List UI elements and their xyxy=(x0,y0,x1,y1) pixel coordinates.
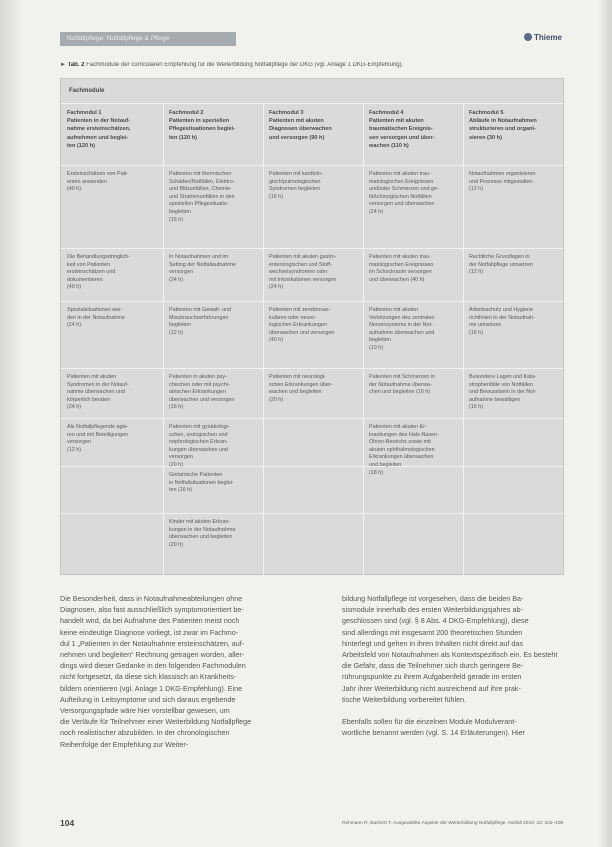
table-rule xyxy=(61,103,563,104)
cell-line: Patienten mit gynäkologi- xyxy=(169,424,230,430)
cell-line: Patienten in der Notauf- xyxy=(67,118,131,125)
cell-line: körperlich beraten xyxy=(67,396,111,403)
body-text-line: rührungspunkte zu ihrem Aufgabenfeld gerade im ersten xyxy=(342,672,522,682)
table-section-title: Fachmodule xyxy=(69,88,105,94)
body-text-right-column xyxy=(342,593,564,739)
cell-line: Patienten mit akuten trau- xyxy=(369,254,431,260)
table-cell xyxy=(169,254,236,284)
body-text-line: hinterlegt und gehen in ihren Inhalten nicht direkt auf das xyxy=(342,638,524,648)
cell-line: Diagnosen überwachen xyxy=(269,126,332,133)
body-text-line: sind allerdings mit insgesamt 200 theoretischen Stunden xyxy=(342,627,523,637)
table-rule xyxy=(61,368,563,369)
cell-line: strukturieren und organi- xyxy=(469,126,536,133)
body-text-line: dings wird dieser Gedanke in den folgenden Fachmodulen xyxy=(60,661,246,671)
cell-line: (12 h) xyxy=(469,186,484,193)
cell-line: überwachen und begleiten xyxy=(169,534,233,541)
cell-line: (20 h) xyxy=(269,396,284,403)
cell-line: kulären oder neuro- xyxy=(269,314,317,321)
body-text-line: Arbeitsfeld von Notaufnahmen als Kontextspezifisch ein. Es besteht xyxy=(342,650,558,660)
cell-line: Fachmodul 1 xyxy=(67,110,102,116)
table-cell xyxy=(369,254,433,284)
cell-line: strophenfälle von Notfällen xyxy=(469,381,533,388)
cell-line: Patienten mit akuten xyxy=(369,118,424,125)
cell-line: wachen (110 h) xyxy=(369,142,409,149)
table-cell xyxy=(469,171,536,194)
cell-line: schen Erkrankungen über- xyxy=(269,381,333,388)
cell-line: Fachmodul 5 xyxy=(469,110,504,116)
cell-line: Patienten mit akuten xyxy=(67,374,117,380)
cell-line: Besondere Lagen und Kata- xyxy=(469,374,537,380)
body-text-line: nehmen und begleiten“ Rechnung getragen worden, aller- xyxy=(60,650,245,660)
cell-line: und Strahlenunfällen in den xyxy=(169,193,235,200)
body-text-line: Aufteilung in Leitsymptome und sich daraus ergebende xyxy=(60,694,236,704)
cell-line: der Notaufnahme überwa- xyxy=(369,381,432,388)
cell-line: Fachmodul 2 xyxy=(169,110,204,116)
cell-line: Patienten in speziellen xyxy=(169,118,229,125)
cell-line: Rechtliche Grundlagen in xyxy=(469,254,530,260)
cell-line: traumatischen Ereignis- xyxy=(369,126,433,133)
cell-line: (20 h) xyxy=(169,541,184,548)
cell-line: (16 h) xyxy=(469,404,484,411)
cell-line: und Blitzunfällen, Chemie- xyxy=(169,186,232,193)
modules-table xyxy=(60,78,564,575)
cell-line: Spezialsituationen wer- xyxy=(67,307,123,313)
table-cell xyxy=(67,374,129,412)
cell-line: begleiten xyxy=(169,322,191,329)
caption-label: Tab. 2 xyxy=(67,62,85,68)
cell-line: Als Notfallpflegende agie- xyxy=(67,424,129,430)
body-text-line: noch realistischer abzubilden. In der chronologischen xyxy=(60,728,230,738)
table-cell xyxy=(369,374,435,397)
table-cell xyxy=(169,472,234,495)
cell-line: kungen in der Notaufnahme xyxy=(169,526,236,533)
cell-line: atrischen Erkrankungen xyxy=(169,389,226,396)
cell-line: (12 h) xyxy=(67,446,82,453)
cell-line: Ohren-Bereichs sowie mit xyxy=(369,439,431,446)
cell-line: sen versorgen und über- xyxy=(369,134,435,141)
cell-line: (12 h) xyxy=(169,329,184,336)
table-column-rule xyxy=(163,103,164,575)
cell-line: versorgen xyxy=(169,269,193,276)
cell-line: akuten ophthalmologischen xyxy=(369,446,435,453)
cell-line: Patienten mit thermischen xyxy=(169,171,232,177)
cell-line: Kinder mit akuten Erkran- xyxy=(169,519,231,525)
cell-line: Patienten mit Gewalt- und xyxy=(169,307,232,313)
cell-line: der Notfallpflege umsetzen xyxy=(469,261,534,268)
body-text-line: sismodule innerhalb des ersten Weiterbildungsjahres ab- xyxy=(342,605,523,615)
cell-line: Notaufnahmen organisieren xyxy=(469,171,536,177)
cell-line: aufnahme überwachen und xyxy=(369,329,435,336)
cell-line: (40 h) xyxy=(67,284,82,291)
cell-line: Ersteinschätzen von Pati- xyxy=(67,171,129,177)
cell-line: schen, urologischen und xyxy=(169,431,228,438)
cell-line: gisch/pulmologischen xyxy=(269,178,321,185)
cell-line: Fachmodul 3 xyxy=(269,110,304,116)
cell-line: Arbeitsschutz und Hygiene xyxy=(469,307,534,313)
table-cell xyxy=(269,374,333,404)
table-cell xyxy=(67,307,125,330)
body-text-line: geschlossen sind (vgl. § 8 Abs. 4 DKG-Empfehlung), diese xyxy=(342,616,529,626)
cell-line: wachen und begleiten xyxy=(269,389,322,396)
table-rule xyxy=(61,248,563,249)
table-cell xyxy=(369,171,439,217)
cell-line: (16 h) xyxy=(169,216,184,223)
cell-line: aufnahme bewältigen xyxy=(469,396,521,403)
table-cell xyxy=(169,374,234,412)
cell-line: ren und mit Beteiligungen xyxy=(67,431,129,438)
brand-name: Thieme xyxy=(533,33,562,42)
body-text-line: nicht fortgesetzt, da diese sich klassisch an Krankheits- xyxy=(60,672,237,682)
caption-text: Fachmodule der curricularen Empfehlung für die Weiterbildung Notfallpflege der DKG (vgl. Anlage 1 DKG-Empfehlung). xyxy=(86,62,404,68)
cell-line: begleiten xyxy=(169,208,191,215)
table-header-cell xyxy=(169,109,235,142)
body-text-line: Die Besonderheit, dass in Notaufnahmeabteilungen ohne xyxy=(60,594,243,603)
body-text-line: bildern orientieren (vgl. Anlage 1 DKG-Empfehlung). Eine xyxy=(60,683,243,693)
cell-line: (24 h) xyxy=(67,322,82,329)
cell-line: (16 h) xyxy=(469,329,484,336)
cell-line: logischen Erkrankungen xyxy=(269,322,327,329)
cell-line: (10 h) xyxy=(369,344,384,351)
table-cell xyxy=(67,171,128,194)
cell-line: ten (120 h) xyxy=(67,142,95,149)
cell-line: Patienten mit akuten gastro- xyxy=(269,254,337,260)
cell-line: und/oder Schmerzen und ge- xyxy=(369,186,439,193)
cell-line: und überwachen (40 h) xyxy=(369,276,425,283)
body-text-line: Jahr ihrer Weiterbildung nicht ausreichend auf ihre prak- xyxy=(342,683,521,693)
table-cell xyxy=(169,307,231,337)
cell-line: versorgen und überwachen xyxy=(369,201,435,208)
table-column-rule xyxy=(263,103,264,575)
cell-line: Patienten mit neurologi- xyxy=(269,374,326,380)
body-text-line: tische Weiterbildung vorbereitet fühlen. xyxy=(342,694,467,704)
cell-line: den in der Notaufnahme xyxy=(67,314,125,321)
cell-line: Patienten mit zerebrovas- xyxy=(269,307,331,313)
table-column-rule xyxy=(363,103,364,575)
table-header-cell xyxy=(369,109,435,150)
cell-line: (24 h) xyxy=(169,276,184,283)
cell-line: matologischen Ereignissen xyxy=(369,261,434,268)
citation-line: Rehmann R, Bachert T. Ausgewählte Aspekte der Weiterbildung Notfallpflege. Notfall 2019; 22: 102–109 xyxy=(342,821,564,826)
table-cell xyxy=(469,254,533,277)
table-cell xyxy=(169,519,236,549)
cell-line: fäßchirurgischen Notfällen xyxy=(369,193,432,200)
cell-line: chischen oder mit psychi- xyxy=(169,381,230,388)
body-text-line: bildung Notfallpflege ist vorgesehen, dass die beiden Ba- xyxy=(342,594,524,603)
cell-line: versorgen xyxy=(169,454,193,461)
table-cell xyxy=(169,424,230,470)
cell-line: Patienten mit Schmerzen in xyxy=(369,374,435,380)
cell-line: Schäden/Notfällen, Elektro- xyxy=(169,178,235,185)
cell-line: me umsetzen xyxy=(469,322,502,329)
table-rule xyxy=(61,418,563,419)
cell-line: Patienten mit akuten xyxy=(269,118,324,125)
body-text-line: handelt wird, da bei Aufnahme des Patienten meist noch xyxy=(60,616,240,626)
scan-edge-right xyxy=(598,0,612,847)
body-text-line: Versorgungspfade wäre hier vorstellbar gewesen, um xyxy=(60,706,230,716)
cell-line: und versorgen (90 h) xyxy=(269,134,325,141)
table-header-cell xyxy=(469,109,537,142)
cell-line: Fachmodul 4 xyxy=(369,110,404,116)
cell-line: (12 h) xyxy=(469,269,484,276)
cell-line: ten (16 h) xyxy=(169,487,193,494)
body-text-line: die Gefahr, dass die Teilnehmer sich durch geringere Be- xyxy=(342,661,524,671)
cell-line: nephrologischen Erkran- xyxy=(169,439,228,446)
body-text-line: dul 1 „Patienten in der Notaufnahme ersteinschätzen, auf- xyxy=(60,638,245,648)
cell-line: kungen überwachen und xyxy=(169,446,229,453)
body-text-line xyxy=(342,705,564,716)
table-cell xyxy=(269,307,334,345)
body-text-left-column xyxy=(60,593,282,750)
table-cell xyxy=(469,374,536,412)
body-text-line: wortliche benannt werden (vgl. S. 14 Erläuterungen). Hier xyxy=(342,728,525,738)
cell-line: (40 h) xyxy=(67,186,82,193)
thieme-logo-icon xyxy=(524,33,532,41)
cell-line: Missbrauchserfahrungen xyxy=(169,314,229,321)
cell-line: Patienten mit akuten trau- xyxy=(369,171,431,177)
cell-line: enten anwenden xyxy=(67,178,107,185)
table-cell xyxy=(369,424,439,477)
cell-line: und Prozesse mitgestalten xyxy=(469,178,533,185)
cell-line: chen und begleiten (16 h) xyxy=(369,389,431,396)
table-cell xyxy=(469,307,535,337)
scan-edge-left xyxy=(0,0,24,847)
cell-line: (24 h) xyxy=(369,208,384,215)
body-text-line: Diagnosen, also fast ausschließlich symptomorientiert be- xyxy=(60,605,244,615)
page-number: 104 xyxy=(60,818,75,828)
cell-line: Verletzungen des zentralen xyxy=(369,314,435,321)
section-header-tab: Notfallpflege: Notfallpflege & Pflege xyxy=(60,32,236,46)
table-cell xyxy=(169,171,235,224)
cell-line: wechselsyndromen oder xyxy=(269,269,328,276)
cell-line: (20 h) xyxy=(169,461,184,468)
cell-line: Patienten mit akuten Er- xyxy=(369,424,427,430)
cell-line: (24 h) xyxy=(269,284,284,291)
publisher-brand xyxy=(524,33,562,42)
cell-line: keit von Patienten xyxy=(67,261,110,268)
table-cell xyxy=(67,254,130,292)
cell-line: In Notaufnahmen und im xyxy=(169,254,229,260)
cell-line: (18 h) xyxy=(369,469,384,476)
cell-line: (24 h) xyxy=(67,404,82,411)
table-cell xyxy=(67,424,128,454)
cell-line: und Bewusstsein in der Not- xyxy=(469,389,537,396)
cell-line: Setting der Notfallaufnahme xyxy=(169,261,236,268)
table-rule xyxy=(61,165,563,166)
table-cell xyxy=(269,171,323,201)
cell-line: Geriatrische Patienten xyxy=(169,472,223,478)
table-rule xyxy=(61,513,563,514)
cell-line: enterologischen und Stoff- xyxy=(269,261,332,268)
cell-line: krankungen des Hals-Nasen- xyxy=(369,431,439,438)
cell-line: nahme überwachen und xyxy=(67,389,125,396)
cell-line: überwachen und versorgen xyxy=(269,329,335,336)
cell-line: versorgen xyxy=(67,439,91,446)
cell-line: ersteinschätzen und xyxy=(67,269,116,276)
cell-line: ten (120 h) xyxy=(169,134,197,141)
cell-line: überwachen und versorgen xyxy=(169,396,235,403)
table-caption: ► Tab. 2 Fachmodule der curricularen Empfehlung für die Weiterbildung Notfallpflege der DKG (vgl. Anlage 1 DKG-Empfehlung). xyxy=(60,62,404,68)
cell-line: (16 h) xyxy=(269,193,284,200)
body-text-line: keine eindeutige Diagnose vorliegt, ist zwar im Fachmo- xyxy=(60,627,239,637)
table-rule xyxy=(61,466,563,467)
cell-line: Patienten mit akuten xyxy=(369,307,419,313)
cell-line: Syndromen begleiten xyxy=(269,186,320,193)
body-text-line: Ebenfalls sollen für die einzelnen Module Modulverant- xyxy=(342,717,517,727)
table-header-cell xyxy=(67,109,130,150)
cell-line: richtlinien in der Notaufnah- xyxy=(469,314,535,321)
cell-line: aufnehmen und beglei- xyxy=(67,134,129,141)
cell-line: Erkrankungen überwachen xyxy=(369,454,434,461)
cell-line: dokumentieren xyxy=(67,276,103,283)
table-rule xyxy=(61,301,563,302)
cell-line: Pflegesituationen beglei- xyxy=(169,126,236,133)
cell-line: Patienten mit kardiolo- xyxy=(269,171,323,177)
cell-line: Nervensystems in der Not- xyxy=(369,322,433,329)
cell-line: Die Behandlungsdringlich- xyxy=(67,254,130,260)
table-column-rule xyxy=(463,103,464,575)
cell-line: (40 h) xyxy=(269,337,284,344)
cell-line: Abläufe in Notaufnahmen xyxy=(469,118,537,125)
body-text-line: Reihenfolge der Empfehlung zur Weiter- xyxy=(60,739,189,749)
table-header-cell xyxy=(269,109,332,142)
cell-line: (16 h) xyxy=(169,404,184,411)
cell-line: Patienten in akuten psy- xyxy=(169,374,227,380)
cell-line: matologischen Ereignissen xyxy=(369,178,434,185)
cell-line: nahme ersteinschätzen, xyxy=(67,126,131,133)
cell-line: Syndromen in der Notauf- xyxy=(67,381,129,388)
cell-line: begleiten xyxy=(369,337,391,344)
table-cell xyxy=(369,307,434,353)
cell-line: sieren (30 h) xyxy=(469,134,502,141)
cell-line: im Schockraum versorgen xyxy=(369,269,432,276)
body-text-line: die Verläufe für Teilnehmer einer Weiterbildung Notfallpflege xyxy=(60,717,252,727)
table-cell xyxy=(269,254,336,292)
cell-line: speziellen Pflegesituatio- xyxy=(169,201,229,208)
cell-line: mit Intoxikationen versorgen xyxy=(269,276,337,283)
cell-line: in Notfallsituationen beglei- xyxy=(169,479,234,486)
cell-line: und begleiten xyxy=(369,461,402,468)
